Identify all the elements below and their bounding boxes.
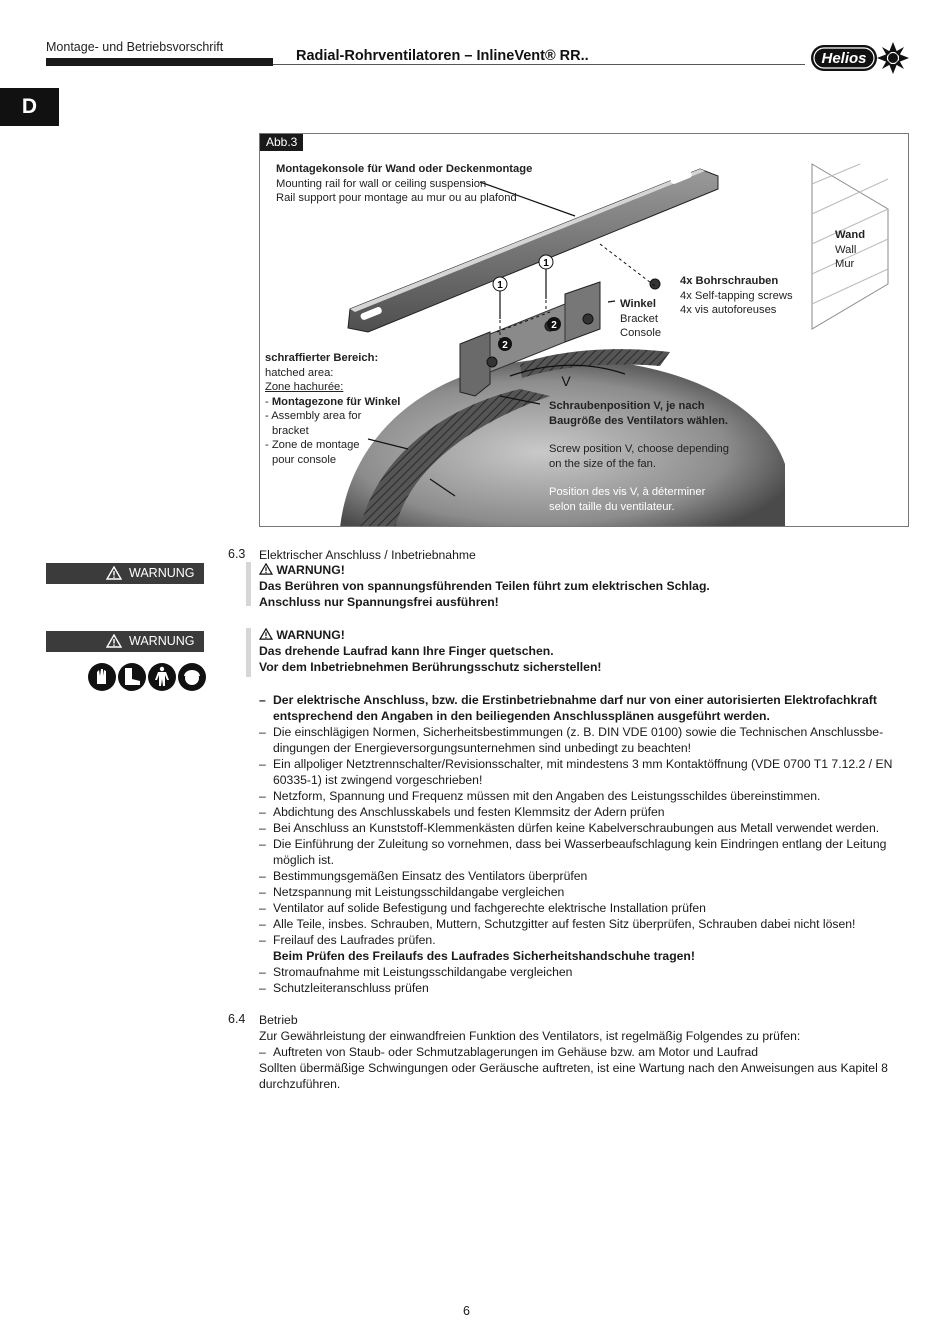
list-item: – Freilauf des Laufrades prüfen.	[259, 932, 907, 948]
list-item: – Abdichtung des Anschlusskabels und festen Klemmsitz der Adern prüfen	[259, 804, 907, 820]
label-mounting-rail: Montagekonsole für Wand oder Deckenmontage Mounting rail for wall or ceiling suspension Rail support pour montage au mur ou au plafond	[276, 163, 533, 204]
protective-suit-icon	[148, 663, 176, 691]
list-item: – Schutzleiteranschluss prüfen	[259, 980, 907, 996]
ppe-icons	[88, 662, 206, 692]
label-wall: Wand Wall Mur	[835, 229, 866, 270]
logo-text: Helios	[821, 50, 867, 67]
label-hatched-area: schraffierter Bereich: hatched area: Zone hachurée: - Montagezone für Winkel - Assembly area for bracket - Zone de montage pour console	[265, 352, 401, 466]
hairnet-icon	[178, 663, 206, 691]
warning-triangle-icon	[106, 566, 122, 580]
list-item: – Die einschlägigen Normen, Sicherheitsbestimmungen (z. B. DIN VDE 0100) sowie die Technischen Anschlussbe-dingungen der Energieversorgungsunternehmen sind unbedingt zu beachten!	[259, 724, 907, 756]
warning-rule-2	[246, 628, 251, 677]
warning-badge-impeller: WARNUNG	[46, 631, 204, 652]
warning-rule-1	[246, 562, 251, 606]
header-bar	[46, 58, 273, 66]
safety-boots-icon	[118, 663, 146, 691]
page-title: Radial-Rohrventilatoren – InlineVent® RR..	[296, 48, 589, 64]
label-bracket: Winkel Bracket Console	[620, 298, 662, 339]
section-6-4	[259, 1012, 907, 1092]
list-item: – Die Einführung der Zuleitung so vornehmen, dass bei Wasserbeaufschlagung kein Eindringen entlang der Leitung möglich ist.	[259, 836, 907, 868]
callout-1a: 1	[497, 280, 503, 291]
warning-badge-electric: WARNUNG	[46, 563, 204, 584]
document-type: Montage- und Betriebsvorschrift	[46, 40, 224, 54]
header-rule	[273, 64, 805, 65]
section-6-4-outro: Sollten übermäßige Schwingungen oder Geräusche auftreten, ist eine Wartung nach den Anweisungen aus Kapitel 8 durchzuführen.	[259, 1061, 888, 1091]
warning-text-electric: WARNUNG! Das Berühren von spannungsführenden Teilen führt zum elektrischen Schlag. Anschluss nur Spannungsfrei ausführen!	[259, 563, 710, 609]
warning-triangle-icon	[259, 628, 273, 640]
list-item: – Netzspannung mit Leistungsschildangabe vergleichen	[259, 884, 907, 900]
list-item: – Bei Anschluss an Kunststoff-Klemmenkästen dürfen keine Kabelverschraubungen aus Metall verwendet werden.	[259, 820, 907, 836]
warning-triangle-icon	[259, 563, 273, 575]
gloves-icon	[88, 663, 116, 691]
helios-logo	[810, 40, 910, 76]
callout-v: V	[561, 373, 571, 389]
warning-text-impeller: WARNUNG! Das drehende Laufrad kann Ihre Finger quetschen. Vor dem Inbetriebnehmen Berührungsschutz sicherstellen!	[259, 628, 602, 674]
section-6-3-number: 6.3	[228, 547, 246, 561]
figure-tag: Abb.3	[260, 134, 303, 151]
callout-2b: 2	[551, 320, 557, 331]
section-6-4-title: Betrieb	[259, 1013, 298, 1027]
list-item: – Alle Teile, insbes. Schrauben, Muttern, Schutzgitter auf festen Sitz überprüfen, Schrauben dabei nicht lösen!	[259, 916, 907, 932]
section-6-4-intro: Zur Gewährleistung der einwandfreien Funktion des Ventilators, ist regelmäßig Folgendes zu prüfen:	[259, 1029, 801, 1043]
section-6-4-number: 6.4	[228, 1012, 246, 1026]
list-item: – Netzform, Spannung und Frequenz müssen mit den Angaben des Leistungsschildes übereinstimmen.	[259, 788, 907, 804]
language-tab: D	[0, 88, 59, 126]
page-number: 6	[463, 1304, 470, 1318]
section-6-3-title: Elektrischer Anschluss / Inbetriebnahme	[259, 548, 476, 562]
list-item: – Bestimmungsgemäßen Einsatz des Ventilators überprüfen	[259, 868, 907, 884]
list-item-note: Beim Prüfen des Freilaufs des Laufrades Sicherheitshandschuhe tragen!	[273, 949, 695, 963]
label-screws: 4x Bohrschrauben 4x Self-tapping screws 4x vis autoforeuses	[680, 275, 793, 316]
list-item: – Ein allpoliger Netztrennschalter/Revisionsschalter, mit mindestens 3 mm Kontaktöffnung (VDE 0700 T1 7.12.2 / EN 60335-1) ist zwingend vorgeschrieben!	[259, 756, 907, 788]
callout-2a: 2	[502, 340, 508, 351]
label-screw-position: Schraubenposition V, je nach Baugröße des Ventilators wählen. Screw position V, choose depending on the size of the fan. Position des vis V, à déterminer selon taille du ventilateur.	[549, 400, 729, 513]
list-item: – Stromaufnahme mit Leistungsschildangabe vergleichen	[259, 964, 907, 980]
callout-1b: 1	[543, 258, 549, 269]
list-item: – Ventilator auf solide Befestigung und fachgerechte elektrische Installation prüfen	[259, 900, 907, 916]
list-item: – Auftreten von Staub- oder Schmutzablagerungen im Gehäuse bzw. am Motor und Laufrad	[259, 1044, 907, 1060]
checklist-6-3	[259, 692, 907, 996]
figure-abb3	[259, 133, 909, 527]
warning-triangle-icon	[106, 634, 122, 648]
list-item: – Der elektrische Anschluss, bzw. die Erstinbetriebnahme darf nur von einer autorisierten Elektrofachkraft entsprechend den Angaben in den beiliegenden Anschlussplänen ausgeführt werden.	[259, 692, 907, 724]
